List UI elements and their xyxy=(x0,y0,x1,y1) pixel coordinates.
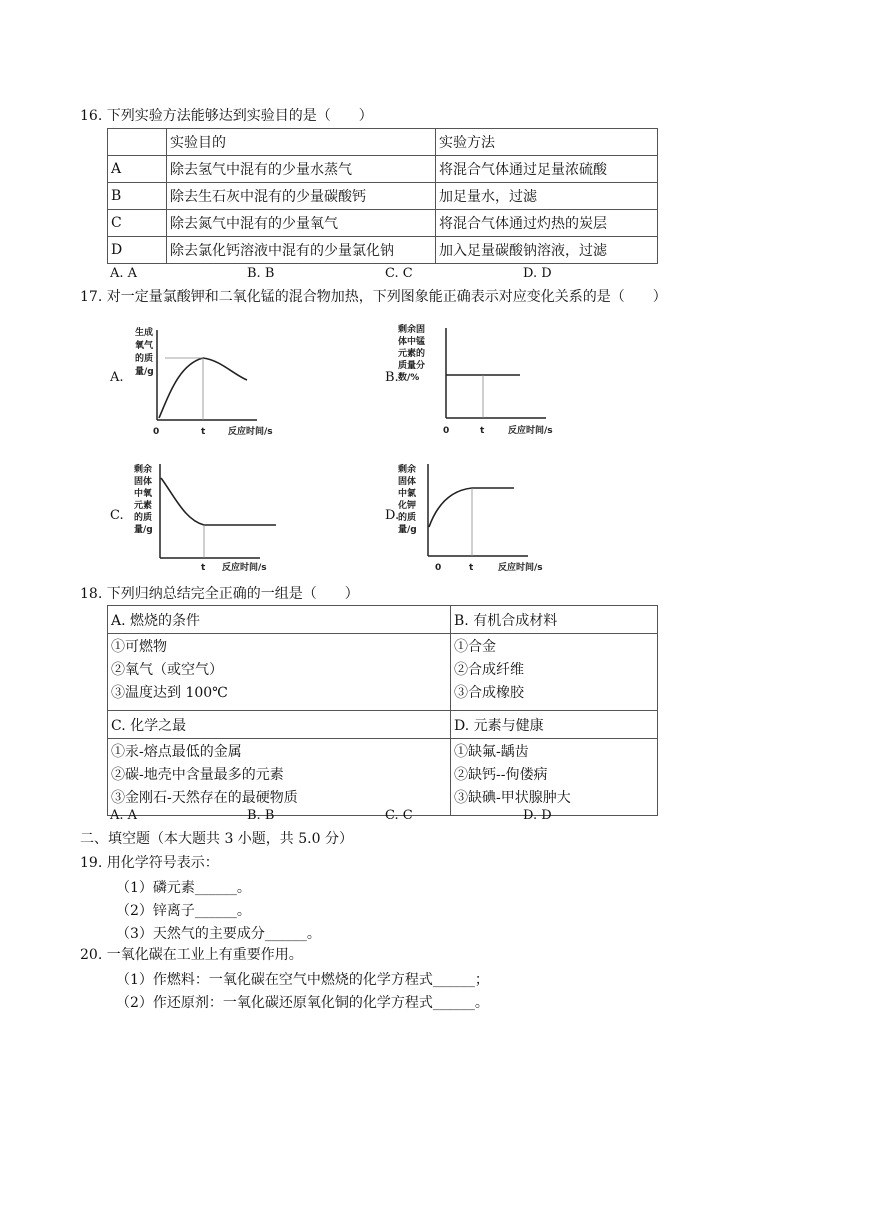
graph-b-ylabel-2: 体中锰 xyxy=(398,337,426,347)
graph-d-t: t xyxy=(469,563,474,573)
graph-a-xlabel: 反应时间/s xyxy=(228,427,273,437)
q16-table xyxy=(107,128,658,264)
graph-c-ylabel-4: 元素 xyxy=(134,501,153,511)
graph-d xyxy=(398,462,558,574)
q19-item-3: （3）天然气的主要成分______。 xyxy=(116,926,321,942)
graph-d-ylabel-4: 化钾 xyxy=(398,501,417,511)
table-cell: B xyxy=(108,183,167,210)
graph-b-ylabel-3: 元素的 xyxy=(398,349,426,359)
graph-c-ylabel-3: 中氧 xyxy=(134,489,153,499)
graph-b-origin: 0 xyxy=(443,426,450,436)
option-a[interactable]: A. A xyxy=(110,808,138,823)
option-a[interactable]: A. A xyxy=(110,266,138,281)
graph-a-ylabel-1: 生成 xyxy=(135,328,154,338)
table-row xyxy=(108,183,658,210)
graph-b-ylabel-1: 剩余固 xyxy=(398,325,426,335)
graph-a xyxy=(125,322,285,440)
table-cell: C xyxy=(108,210,167,237)
list-item: ②碳-地壳中含量最多的元素 xyxy=(111,767,284,783)
graph-d-ylabel-5: 的质 xyxy=(398,513,417,523)
list-item: ②氧气（或空气） xyxy=(111,662,223,678)
table-header-method: 实验方法 xyxy=(436,129,658,156)
option-b[interactable]: B. B xyxy=(247,808,275,823)
graph-b-t: t xyxy=(480,426,485,436)
graph-a-ylabel-4: 量/g xyxy=(135,367,154,377)
table-row xyxy=(108,711,658,739)
graph-d-ylabel-3: 中氯 xyxy=(398,489,417,499)
graph-a-origin: 0 xyxy=(153,427,160,437)
table-cell: 除去氢气中混有的少量水蒸气 xyxy=(167,156,436,183)
cell-a-items xyxy=(108,634,451,711)
graph-d-ylabel-1: 剩余 xyxy=(398,465,417,475)
graph-b-ylabel-5: 数/% xyxy=(398,373,420,383)
table-row xyxy=(108,606,658,634)
table-row xyxy=(108,129,658,156)
graph-c-ylabel-5: 的质 xyxy=(134,513,153,523)
cell-d-items xyxy=(451,739,658,816)
graph-a-ylabel-3: 的质 xyxy=(135,354,154,364)
graph-d-label: D. xyxy=(385,508,400,523)
graph-c-ylabel-2: 固体 xyxy=(134,477,153,487)
graph-d-curve xyxy=(429,488,514,527)
q18-options xyxy=(0,808,869,826)
list-item: ③缺碘-甲状腺肿大 xyxy=(454,790,571,806)
option-b[interactable]: B. B xyxy=(247,266,275,281)
list-item: ②合成纤维 xyxy=(454,662,524,678)
graph-c-curve xyxy=(161,478,276,525)
list-item: ①汞-熔点最低的金属 xyxy=(111,744,242,760)
table-cell: 除去氮气中混有的少量氧气 xyxy=(167,210,436,237)
table-cell xyxy=(108,129,167,156)
q18-table xyxy=(107,605,658,816)
table-row xyxy=(108,634,658,711)
cell-a-title: A. 燃烧的条件 xyxy=(108,606,451,634)
option-c[interactable]: C. C xyxy=(385,266,413,281)
table-cell: 加足量水，过滤 xyxy=(436,183,658,210)
table-row xyxy=(108,156,658,183)
q20-item-2: （2）作还原剂：一氧化碳还原氧化铜的化学方程式______。 xyxy=(116,995,489,1011)
list-item: ③金刚石-天然存在的最硬物质 xyxy=(111,790,298,806)
graph-c-xlabel: 反应时间/s xyxy=(222,563,267,572)
graph-d-ylabel-2: 固体 xyxy=(398,477,417,487)
q16-options xyxy=(0,266,869,284)
list-item: ①缺氟-龋齿 xyxy=(454,744,529,760)
graph-c xyxy=(130,462,290,572)
option-c[interactable]: C. C xyxy=(385,808,413,823)
table-cell: 将混合气体通过灼热的炭层 xyxy=(436,210,658,237)
table-cell: 除去生石灰中混有的少量碳酸钙 xyxy=(167,183,436,210)
list-item: ③温度达到 100℃ xyxy=(111,685,228,701)
graph-c-label: C. xyxy=(110,508,124,523)
list-item: ③合成橡胶 xyxy=(454,685,524,701)
graph-a-ylabel-2: 氧气 xyxy=(135,341,154,351)
graph-b-label: B. xyxy=(385,370,399,385)
cell-c-items xyxy=(108,739,451,816)
cell-b-title: B. 有机合成材料 xyxy=(451,606,658,634)
list-item: ①可燃物 xyxy=(111,639,167,655)
table-cell: 除去氯化钙溶液中混有的少量氯化钠 xyxy=(167,237,436,264)
graph-a-t: t xyxy=(201,427,206,437)
graph-d-xlabel: 反应时间/s xyxy=(498,563,543,573)
graph-b-ylabel-4: 质量分 xyxy=(398,361,426,371)
section-heading: 二、填空题（本大题共 3 小题，共 5.0 分） xyxy=(80,831,353,847)
table-cell: D xyxy=(108,237,167,264)
cell-b-items xyxy=(451,634,658,711)
table-cell: 将混合气体通过足量浓硫酸 xyxy=(436,156,658,183)
graph-b xyxy=(398,322,558,440)
q19-item-2: （2）锌离子______。 xyxy=(116,903,251,919)
q20-stem: 20. 一氧化碳在工业上有重要作用。 xyxy=(80,947,303,963)
graph-d-origin: 0 xyxy=(435,563,442,573)
graph-b-xlabel: 反应时间/s xyxy=(508,426,553,436)
table-header-purpose: 实验目的 xyxy=(167,129,436,156)
table-cell: A xyxy=(108,156,167,183)
table-row xyxy=(108,739,658,816)
graph-d-ylabel-6: 量/g xyxy=(398,525,417,535)
q18-stem: 18. 下列归纳总结完全正确的一组是（ ） xyxy=(80,586,359,602)
graph-c-ylabel-6: 量/g xyxy=(134,525,153,535)
list-item: ①合金 xyxy=(454,639,496,655)
graph-c-ylabel-1: 剩余 xyxy=(134,465,153,475)
cell-c-title: C. 化学之最 xyxy=(108,711,451,739)
option-d[interactable]: D. D xyxy=(523,808,552,823)
cell-d-title: D. 元素与健康 xyxy=(451,711,658,739)
q17-stem: 17. 对一定量氯酸钾和二氧化锰的混合物加热，下列图象能正确表示对应变化关系的是（ ） xyxy=(80,289,667,305)
q19-stem: 19. 用化学符号表示： xyxy=(80,855,219,871)
option-d[interactable]: D. D xyxy=(523,266,552,281)
q19-item-1: （1）磷元素______。 xyxy=(116,880,251,896)
list-item: ②缺钙--佝偻病 xyxy=(454,767,548,783)
q20-item-1: （1）作燃料：一氧化碳在空气中燃烧的化学方程式______； xyxy=(116,972,489,988)
table-row xyxy=(108,237,658,264)
table-cell: 加入足量碳酸钠溶液，过滤 xyxy=(436,237,658,264)
q16-stem: 16. 下列实验方法能够达到实验目的是（ ） xyxy=(80,108,373,124)
graph-a-label: A. xyxy=(110,370,124,385)
graph-c-t: t xyxy=(201,563,206,572)
table-row xyxy=(108,210,658,237)
